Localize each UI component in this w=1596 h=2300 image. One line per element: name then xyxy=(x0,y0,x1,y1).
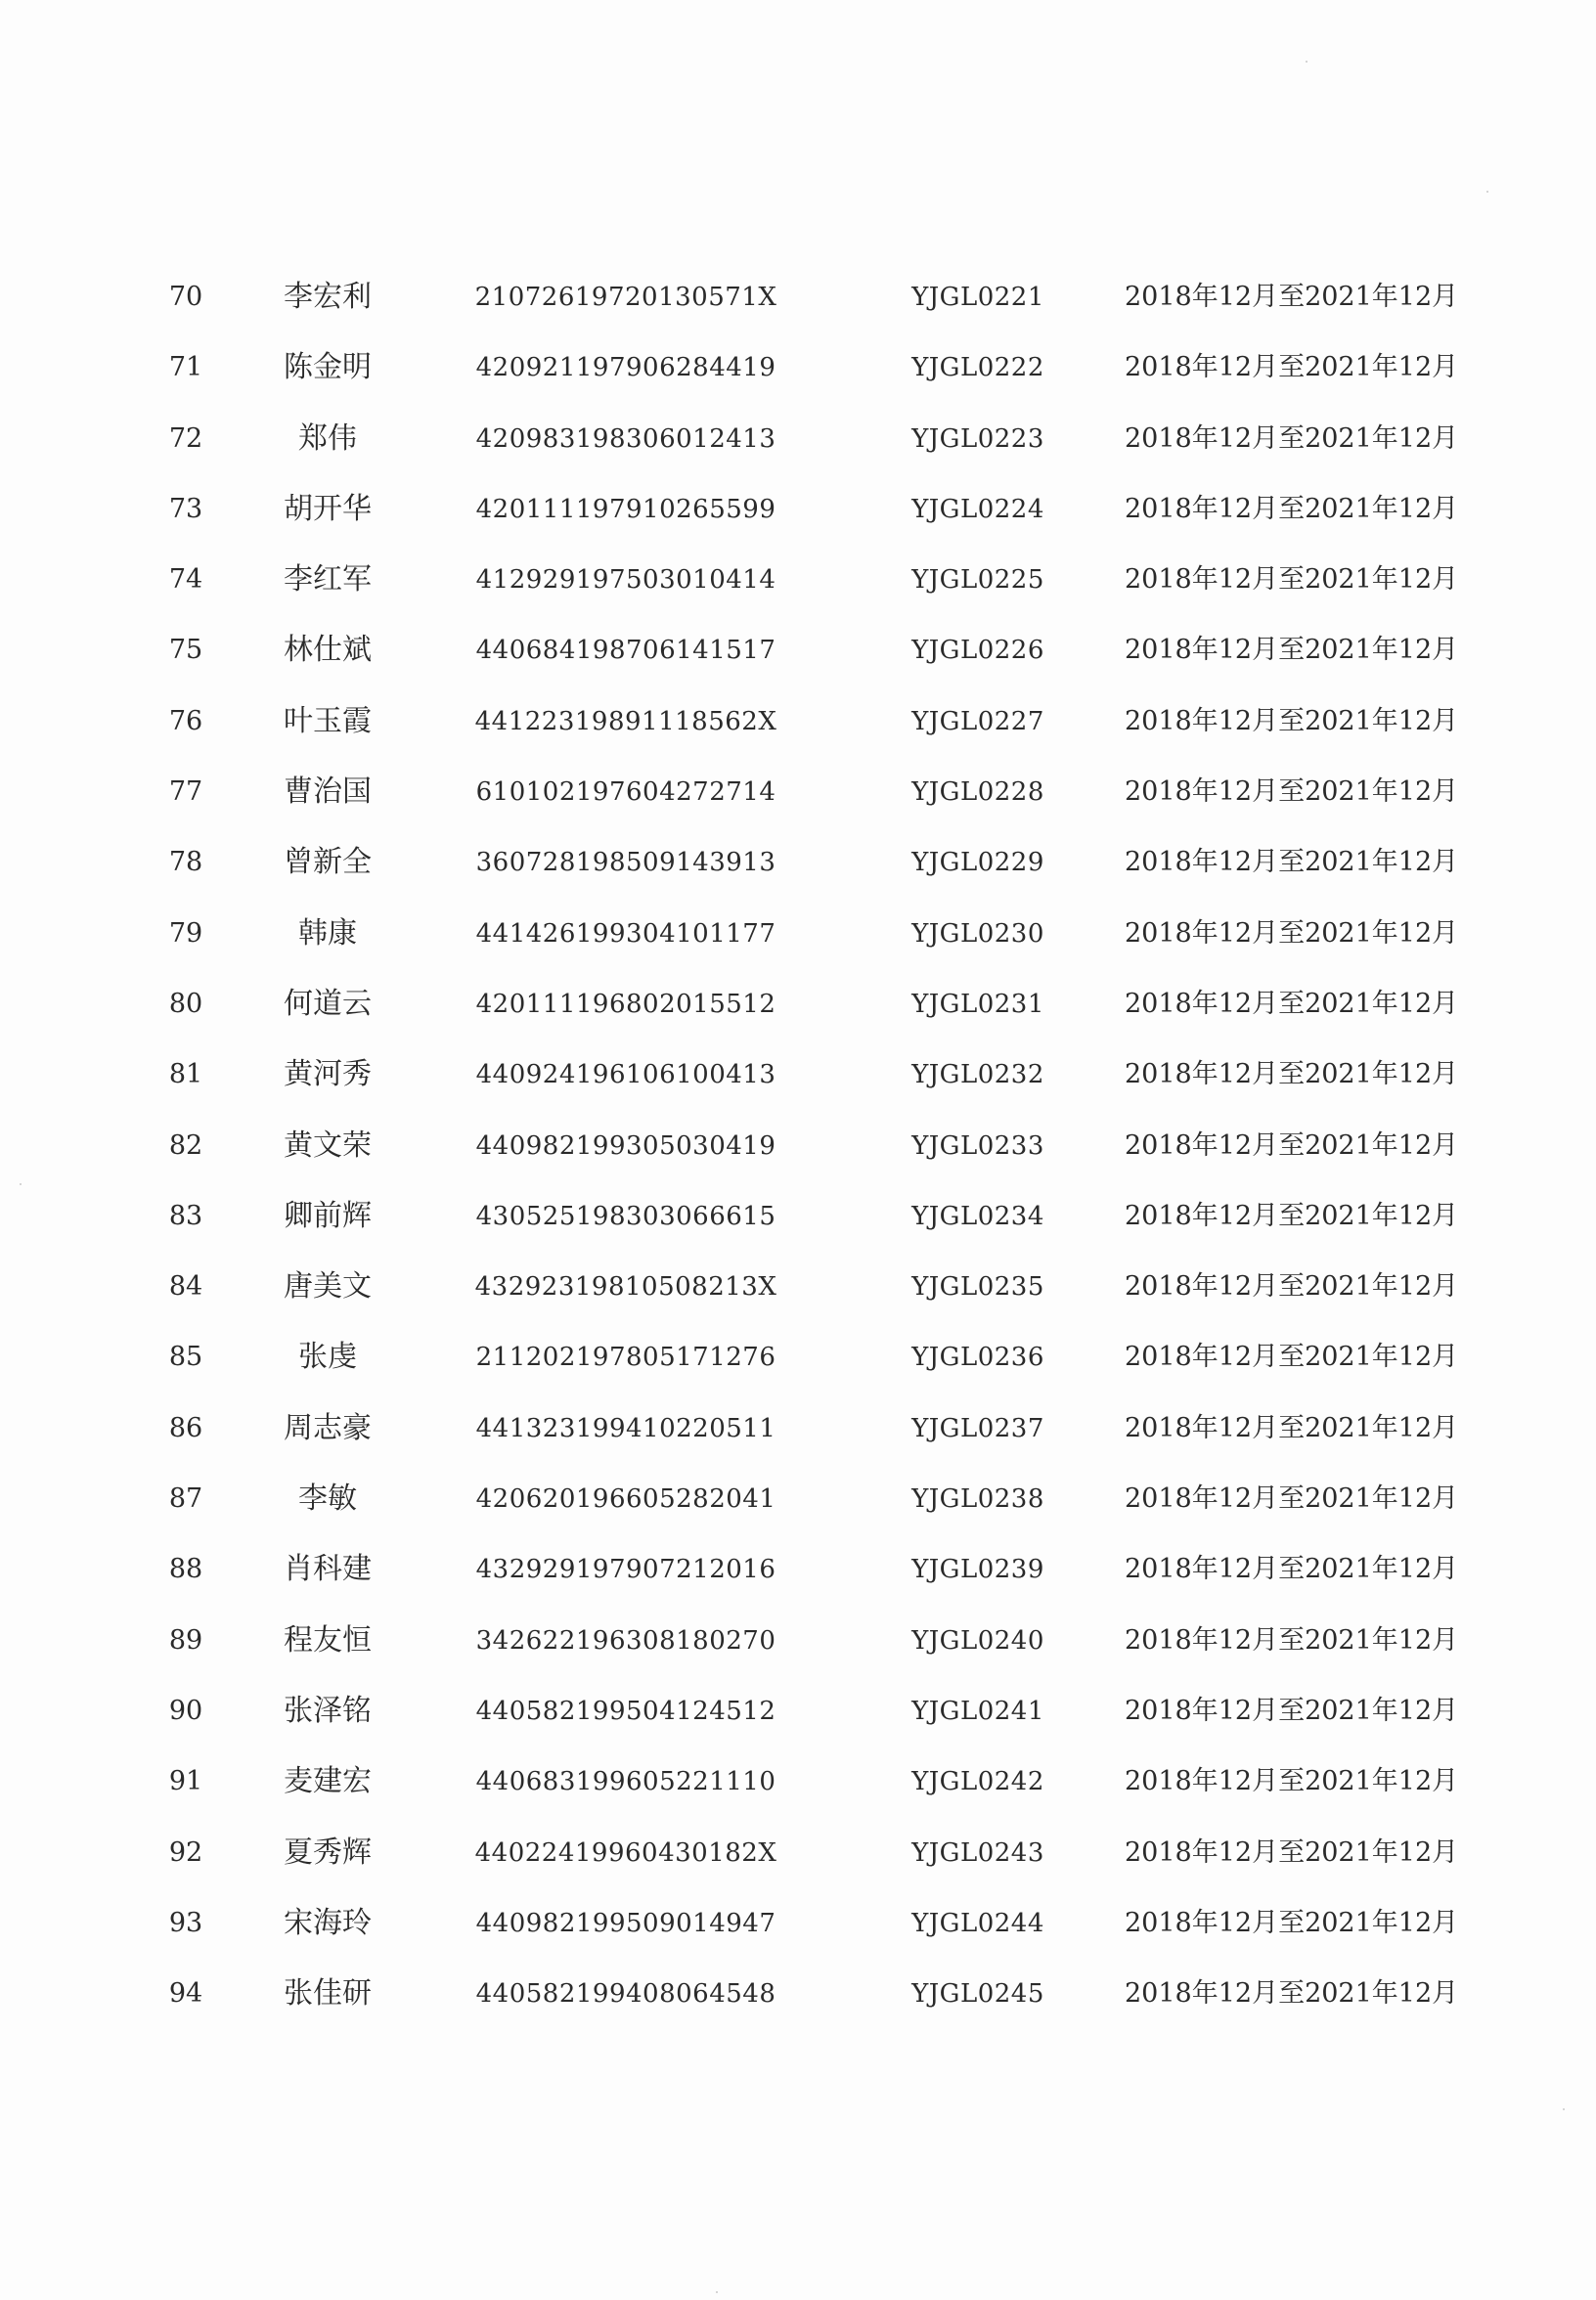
person-name: 张泽铭 xyxy=(284,1693,372,1728)
id-number: 441323199410220511 xyxy=(475,1413,776,1443)
table-row xyxy=(147,1676,1459,1747)
table-row xyxy=(147,1747,1459,1817)
id-number: 420983198306012413 xyxy=(475,423,776,454)
validity-period: 2018年12月至2021年12月 xyxy=(1125,988,1459,1019)
person-name: 何道云 xyxy=(284,986,372,1021)
person-name: 宋海玲 xyxy=(284,1905,372,1940)
row-number: 89 xyxy=(168,1624,203,1656)
row-number: 86 xyxy=(168,1412,203,1443)
row-number: 78 xyxy=(168,847,203,878)
validity-period: 2018年12月至2021年12月 xyxy=(1125,493,1459,524)
validity-period: 2018年12月至2021年12月 xyxy=(1125,705,1459,736)
person-name: 曾新全 xyxy=(284,845,372,880)
row-number: 77 xyxy=(168,776,203,808)
person-name: 郑伟 xyxy=(298,420,357,456)
id-number: 43292319810508213X xyxy=(474,1272,777,1303)
table-row xyxy=(147,969,1459,1039)
row-number: 70 xyxy=(168,282,203,312)
table-row xyxy=(147,1888,1459,1959)
table-row xyxy=(147,1534,1459,1605)
table-row xyxy=(147,757,1459,827)
person-name: 叶玉霞 xyxy=(284,703,372,738)
row-number: 85 xyxy=(168,1342,203,1373)
table-row xyxy=(147,1606,1459,1676)
validity-period: 2018年12月至2021年12月 xyxy=(1125,847,1459,878)
id-number: 420111197910265599 xyxy=(475,494,776,524)
table-row xyxy=(147,1393,1459,1464)
id-number: 440582199408064548 xyxy=(475,1979,776,2010)
table-row xyxy=(147,1959,1459,2029)
validity-period: 2018年12月至2021年12月 xyxy=(1125,422,1459,454)
certificate-code: YJGL0242 xyxy=(911,1767,1044,1797)
table-row xyxy=(147,332,1459,403)
id-number: 360728198509143913 xyxy=(475,848,776,878)
row-number: 82 xyxy=(168,1129,203,1161)
validity-period: 2018年12月至2021年12月 xyxy=(1125,1412,1459,1443)
row-number: 93 xyxy=(168,1907,203,1938)
table-row xyxy=(147,899,1459,969)
id-number: 610102197604272714 xyxy=(475,777,776,808)
person-name: 陈金明 xyxy=(284,350,372,385)
scan-speck xyxy=(716,2291,718,2293)
certificate-code: YJGL0240 xyxy=(911,1625,1044,1656)
scan-speck xyxy=(1486,191,1488,193)
validity-period: 2018年12月至2021年12月 xyxy=(1125,1978,1459,2010)
row-number: 83 xyxy=(168,1200,203,1231)
person-name: 李敏 xyxy=(298,1482,357,1517)
certificate-code: YJGL0221 xyxy=(911,283,1044,312)
validity-period: 2018年12月至2021年12月 xyxy=(1125,1129,1459,1161)
person-name: 胡开华 xyxy=(284,491,372,526)
scan-speck xyxy=(1563,2108,1565,2110)
certificate-code: YJGL0238 xyxy=(911,1484,1044,1515)
certificate-code: YJGL0234 xyxy=(911,1201,1044,1231)
table-row xyxy=(147,1039,1459,1110)
table-row xyxy=(147,1252,1459,1322)
id-number: 211202197805171276 xyxy=(475,1343,776,1373)
id-number: 44022419960430182X xyxy=(474,1837,777,1868)
table-row xyxy=(147,1464,1459,1534)
row-number: 94 xyxy=(168,1978,203,2010)
row-number: 81 xyxy=(168,1059,203,1090)
validity-period: 2018年12月至2021年12月 xyxy=(1125,1059,1459,1090)
table-row xyxy=(147,686,1459,757)
row-number: 91 xyxy=(168,1766,203,1797)
row-number: 88 xyxy=(168,1554,203,1585)
person-name: 韩康 xyxy=(298,915,357,951)
person-name: 张佳研 xyxy=(284,1976,372,2012)
certificate-code: YJGL0232 xyxy=(911,1060,1044,1090)
id-number: 342622196308180270 xyxy=(475,1625,776,1656)
certificate-code: YJGL0245 xyxy=(911,1979,1044,2010)
row-number: 87 xyxy=(168,1483,203,1515)
certificate-code: YJGL0222 xyxy=(911,353,1044,383)
certificate-code: YJGL0223 xyxy=(911,423,1044,454)
certificate-code: YJGL0236 xyxy=(911,1343,1044,1373)
validity-period: 2018年12月至2021年12月 xyxy=(1125,1342,1459,1373)
validity-period: 2018年12月至2021年12月 xyxy=(1125,917,1459,949)
person-name: 李宏利 xyxy=(284,280,372,314)
validity-period: 2018年12月至2021年12月 xyxy=(1125,352,1459,383)
validity-period: 2018年12月至2021年12月 xyxy=(1125,1483,1459,1515)
certificate-code: YJGL0239 xyxy=(911,1555,1044,1585)
person-name: 曹治国 xyxy=(284,774,372,810)
row-number: 74 xyxy=(168,564,203,596)
validity-period: 2018年12月至2021年12月 xyxy=(1125,1836,1459,1868)
row-number: 92 xyxy=(168,1836,203,1868)
person-name: 麦建宏 xyxy=(284,1764,372,1799)
table-row xyxy=(147,262,1459,332)
id-number: 441426199304101177 xyxy=(475,918,776,949)
id-number: 440582199504124512 xyxy=(475,1696,776,1726)
validity-period: 2018年12月至2021年12月 xyxy=(1125,1554,1459,1585)
person-name: 肖科建 xyxy=(284,1552,372,1587)
validity-period: 2018年12月至2021年12月 xyxy=(1125,776,1459,808)
row-number: 71 xyxy=(168,352,203,383)
person-name: 林仕斌 xyxy=(284,633,372,668)
person-name: 张虔 xyxy=(298,1340,357,1375)
person-name: 卿前辉 xyxy=(284,1198,372,1233)
table-row xyxy=(147,404,1459,474)
validity-period: 2018年12月至2021年12月 xyxy=(1125,1766,1459,1797)
certificate-code: YJGL0241 xyxy=(911,1696,1044,1726)
person-name: 夏秀辉 xyxy=(284,1835,372,1870)
row-number: 73 xyxy=(168,493,203,524)
table-row xyxy=(147,1181,1459,1252)
id-number: 44122319891118562X xyxy=(474,706,777,736)
table-row xyxy=(147,827,1459,898)
validity-period: 2018年12月至2021年12月 xyxy=(1125,1695,1459,1726)
id-number: 432929197907212016 xyxy=(475,1555,776,1585)
validity-period: 2018年12月至2021年12月 xyxy=(1125,635,1459,666)
certificate-code: YJGL0233 xyxy=(911,1130,1044,1161)
person-name: 李红军 xyxy=(284,562,372,597)
validity-period: 2018年12月至2021年12月 xyxy=(1125,564,1459,596)
id-number: 440982199509014947 xyxy=(475,1908,776,1938)
roster-table xyxy=(147,262,1459,2029)
person-name: 黄河秀 xyxy=(284,1057,372,1092)
validity-period: 2018年12月至2021年12月 xyxy=(1125,1624,1459,1656)
person-name: 唐美文 xyxy=(284,1269,372,1305)
id-number: 440982199305030419 xyxy=(475,1130,776,1161)
certificate-code: YJGL0243 xyxy=(911,1837,1044,1868)
row-number: 76 xyxy=(168,705,203,736)
scan-speck xyxy=(20,1183,22,1185)
row-number: 90 xyxy=(168,1695,203,1726)
id-number: 430525198303066615 xyxy=(475,1201,776,1231)
row-number: 80 xyxy=(168,988,203,1019)
scan-speck xyxy=(1306,61,1308,63)
person-name: 程友恒 xyxy=(284,1622,372,1658)
table-row xyxy=(147,615,1459,686)
row-number: 84 xyxy=(168,1271,203,1303)
id-number: 412929197503010414 xyxy=(475,565,776,596)
certificate-code: YJGL0231 xyxy=(911,989,1044,1019)
validity-period: 2018年12月至2021年12月 xyxy=(1125,282,1459,312)
row-number: 79 xyxy=(168,917,203,949)
row-number: 72 xyxy=(168,422,203,454)
certificate-code: YJGL0226 xyxy=(911,636,1044,666)
table-row xyxy=(147,545,1459,615)
validity-period: 2018年12月至2021年12月 xyxy=(1125,1271,1459,1303)
certificate-code: YJGL0224 xyxy=(911,494,1044,524)
validity-period: 2018年12月至2021年12月 xyxy=(1125,1200,1459,1231)
certificate-code: YJGL0244 xyxy=(911,1908,1044,1938)
id-number: 420111196802015512 xyxy=(475,989,776,1019)
id-number: 440924196106100413 xyxy=(475,1060,776,1090)
table-row xyxy=(147,1818,1459,1888)
certificate-code: YJGL0225 xyxy=(911,565,1044,596)
certificate-code: YJGL0237 xyxy=(911,1413,1044,1443)
id-number: 21072619720130571X xyxy=(474,283,777,312)
certificate-code: YJGL0227 xyxy=(911,706,1044,736)
row-number: 75 xyxy=(168,635,203,666)
id-number: 440684198706141517 xyxy=(475,636,776,666)
id-number: 420921197906284419 xyxy=(475,353,776,383)
table-row xyxy=(147,1111,1459,1181)
person-name: 黄文荣 xyxy=(284,1128,372,1163)
validity-period: 2018年12月至2021年12月 xyxy=(1125,1907,1459,1938)
certificate-code: YJGL0235 xyxy=(911,1272,1044,1303)
id-number: 440683199605221110 xyxy=(475,1767,776,1797)
certificate-code: YJGL0229 xyxy=(911,848,1044,878)
certificate-code: YJGL0230 xyxy=(911,918,1044,949)
person-name: 周志豪 xyxy=(284,1410,372,1445)
id-number: 420620196605282041 xyxy=(475,1484,776,1515)
certificate-code: YJGL0228 xyxy=(911,777,1044,808)
table-row xyxy=(147,474,1459,545)
table-row xyxy=(147,1322,1459,1393)
